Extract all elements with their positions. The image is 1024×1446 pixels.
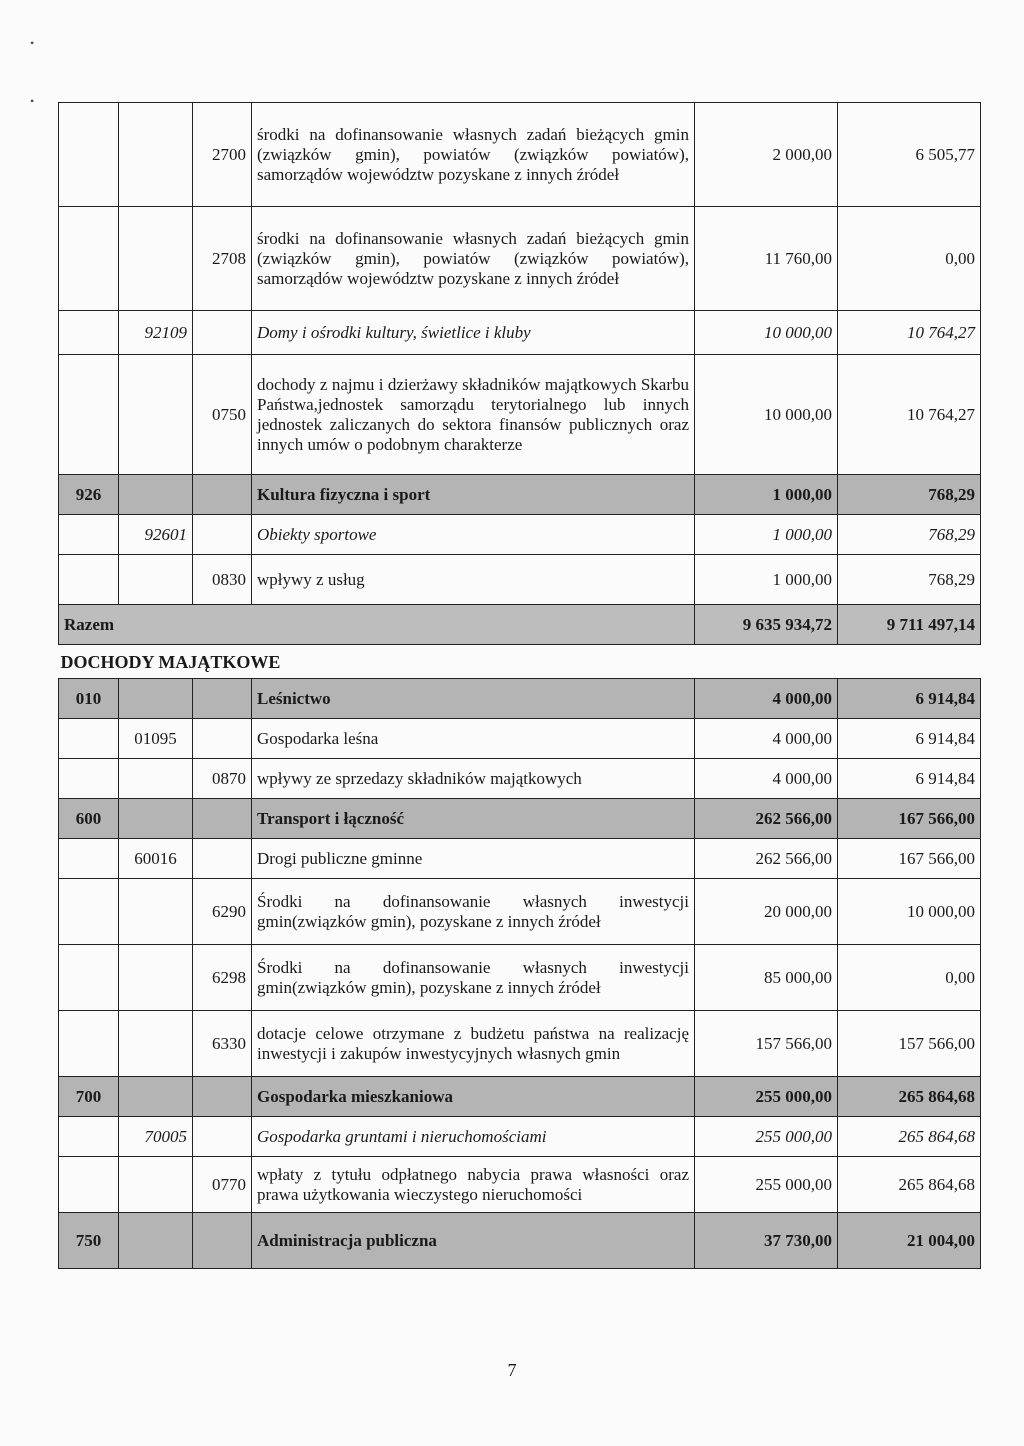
paragraf-code (193, 515, 252, 555)
execution-amount: 0,00 (838, 207, 981, 311)
execution-amount: 6 505,77 (838, 103, 981, 207)
plan-amount: 4 000,00 (695, 759, 838, 799)
execution-amount: 10 764,27 (838, 355, 981, 475)
dzial-code: 926 (59, 475, 119, 515)
rozdzial-code (119, 475, 193, 515)
execution-amount: 157 566,00 (838, 1011, 981, 1077)
plan-amount: 255 000,00 (695, 1117, 838, 1157)
description: wpływy ze sprzedazy składników majątkowych (252, 759, 695, 799)
dzial-code (59, 759, 119, 799)
paragraf-code (193, 1077, 252, 1117)
paragraf-code: 0870 (193, 759, 252, 799)
description: Kultura fizyczna i sport (252, 475, 695, 515)
dzial-code (59, 1157, 119, 1213)
execution-amount: 10 764,27 (838, 311, 981, 355)
rozdzial-code (119, 759, 193, 799)
rozdzial-code (119, 1077, 193, 1117)
dzial-code: 700 (59, 1077, 119, 1117)
dzial-code: 750 (59, 1213, 119, 1269)
table-body-top (59, 103, 981, 605)
execution-amount: 768,29 (838, 515, 981, 555)
execution-amount: 6 914,84 (838, 679, 981, 719)
paragraf-row (59, 1157, 981, 1213)
dzial-code (59, 719, 119, 759)
paragraf-row (59, 555, 981, 605)
rozdzial-it-row (59, 311, 981, 355)
description: Transport i łączność (252, 799, 695, 839)
rozdzial-code (119, 103, 193, 207)
execution-amount: 167 566,00 (838, 839, 981, 879)
execution-amount: 10 000,00 (838, 879, 981, 945)
paragraf-code: 6298 (193, 945, 252, 1011)
description: Środki na dofinansowanie własnych inwestycji gmin(związków gmin), pozyskane z innych źródeł (252, 945, 695, 1011)
dzial-code: 600 (59, 799, 119, 839)
dzial-code (59, 945, 119, 1011)
plan-amount: 37 730,00 (695, 1213, 838, 1269)
paragraf-code: 6330 (193, 1011, 252, 1077)
dzial-code (59, 355, 119, 475)
table-body-bottom (59, 679, 981, 1269)
dzial-row (59, 679, 981, 719)
plan-amount: 262 566,00 (695, 799, 838, 839)
paragraf-code (193, 679, 252, 719)
plan-amount: 157 566,00 (695, 1011, 838, 1077)
rozdzial-code (119, 1213, 193, 1269)
rozdzial-code (119, 1157, 193, 1213)
dzial-code (59, 103, 119, 207)
rozdzial-code (119, 207, 193, 311)
execution-amount: 265 864,68 (838, 1077, 981, 1117)
paragraf-code: 0830 (193, 555, 252, 605)
plan-amount: 1 000,00 (695, 475, 838, 515)
description: Domy i ośrodki kultury, świetlice i kluby (252, 311, 695, 355)
paragraf-row (59, 103, 981, 207)
execution-amount: 0,00 (838, 945, 981, 1011)
plan-amount: 20 000,00 (695, 879, 838, 945)
execution-amount: 768,29 (838, 555, 981, 605)
paragraf-code (193, 1117, 252, 1157)
rozdzial-code: 01095 (119, 719, 193, 759)
rozdzial-code (119, 555, 193, 605)
razem-plan: 9 635 934,72 (695, 605, 838, 645)
description: wpływy z usług (252, 555, 695, 605)
plan-amount: 11 760,00 (695, 207, 838, 311)
paragraf-row (59, 945, 981, 1011)
rozdzial-plain-row (59, 719, 981, 759)
description: Środki na dofinansowanie własnych inwestycji gmin(związków gmin), pozyskane z innych źródeł (252, 879, 695, 945)
plan-amount: 255 000,00 (695, 1157, 838, 1213)
razem-row (59, 605, 981, 645)
dzial-code (59, 1117, 119, 1157)
rozdzial-plain-row (59, 839, 981, 879)
section-title: DOCHODY MAJĄTKOWE (59, 645, 981, 679)
plan-amount: 85 000,00 (695, 945, 838, 1011)
rozdzial-code (119, 1011, 193, 1077)
paragraf-code (193, 719, 252, 759)
page-number: 7 (507, 1360, 517, 1380)
dzial-code (59, 515, 119, 555)
rozdzial-code (119, 799, 193, 839)
paragraf-row (59, 879, 981, 945)
paragraf-code: 0750 (193, 355, 252, 475)
paragraf-code (193, 799, 252, 839)
description: dotacje celowe otrzymane z budżetu państwa na realizację inwestycji i zakupów inwestycyjnych własnych gmin (252, 1011, 695, 1077)
dzial-code (59, 1011, 119, 1077)
description: środki na dofinansowanie własnych zadań bieżących gmin (związków gmin), powiatów (związków powiatów), samorządów województw pozyskane z innych źródeł (252, 103, 695, 207)
dzial-row (59, 1213, 981, 1269)
rozdzial-code: 92601 (119, 515, 193, 555)
section-title-row (59, 645, 981, 679)
dzial-code: 010 (59, 679, 119, 719)
description: Administracja publiczna (252, 1213, 695, 1269)
plan-amount: 10 000,00 (695, 355, 838, 475)
description: Obiekty sportowe (252, 515, 695, 555)
rozdzial-code (119, 945, 193, 1011)
execution-amount: 6 914,84 (838, 759, 981, 799)
description: Gospodarka mieszkaniowa (252, 1077, 695, 1117)
description: wpłaty z tytułu odpłatnego nabycia prawa własności oraz prawa użytkowania wieczystego nieruchomości (252, 1157, 695, 1213)
rozdzial-code: 70005 (119, 1117, 193, 1157)
plan-amount: 4 000,00 (695, 679, 838, 719)
rozdzial-it-row (59, 1117, 981, 1157)
paragraf-code: 2700 (193, 103, 252, 207)
paragraf-code: 2708 (193, 207, 252, 311)
paragraf-row (59, 759, 981, 799)
budget-table (58, 102, 981, 1269)
paragraf-code (193, 1213, 252, 1269)
description: Leśnictwo (252, 679, 695, 719)
rozdzial-code (119, 879, 193, 945)
execution-amount: 768,29 (838, 475, 981, 515)
plan-amount: 1 000,00 (695, 515, 838, 555)
rozdzial-code: 60016 (119, 839, 193, 879)
paragraf-row (59, 355, 981, 475)
paragraf-row (59, 1011, 981, 1077)
dzial-code (59, 311, 119, 355)
description: Gospodarka leśna (252, 719, 695, 759)
dzial-row (59, 475, 981, 515)
paragraf-code (193, 311, 252, 355)
dzial-row (59, 1077, 981, 1117)
rozdzial-code: 92109 (119, 311, 193, 355)
dzial-row (59, 799, 981, 839)
description: Drogi publiczne gminne (252, 839, 695, 879)
paragraf-code: 0770 (193, 1157, 252, 1213)
table-body-razem (59, 605, 981, 679)
execution-amount: 167 566,00 (838, 799, 981, 839)
scan-dot-2: • (30, 94, 35, 108)
dzial-code (59, 555, 119, 605)
dzial-code (59, 207, 119, 311)
execution-amount: 265 864,68 (838, 1157, 981, 1213)
rozdzial-code (119, 679, 193, 719)
execution-amount: 265 864,68 (838, 1117, 981, 1157)
plan-amount: 262 566,00 (695, 839, 838, 879)
description: środki na dofinansowanie własnych zadań bieżących gmin (związków gmin), powiatów (związków powiatów), samorządów województw pozyskane z innych źródeł (252, 207, 695, 311)
plan-amount: 10 000,00 (695, 311, 838, 355)
dzial-code (59, 879, 119, 945)
scan-dot-1: • (30, 36, 35, 50)
paragraf-row (59, 207, 981, 311)
plan-amount: 2 000,00 (695, 103, 838, 207)
razem-label: Razem (59, 605, 695, 645)
execution-amount: 21 004,00 (838, 1213, 981, 1269)
rozdzial-it-row (59, 515, 981, 555)
razem-exec: 9 711 497,14 (838, 605, 981, 645)
plan-amount: 4 000,00 (695, 719, 838, 759)
description: dochody z najmu i dzierżawy składników majątkowych Skarbu Państwa,jednostek samorządu terytorialnego lub innych jednostek zaliczanych do sektora finansów publicznych oraz innych umów o podobnym charakterze (252, 355, 695, 475)
description: Gospodarka gruntami i nieruchomościami (252, 1117, 695, 1157)
execution-amount: 6 914,84 (838, 719, 981, 759)
rozdzial-code (119, 355, 193, 475)
plan-amount: 1 000,00 (695, 555, 838, 605)
dzial-code (59, 839, 119, 879)
paragraf-code (193, 475, 252, 515)
paragraf-code (193, 839, 252, 879)
plan-amount: 255 000,00 (695, 1077, 838, 1117)
paragraf-code: 6290 (193, 879, 252, 945)
